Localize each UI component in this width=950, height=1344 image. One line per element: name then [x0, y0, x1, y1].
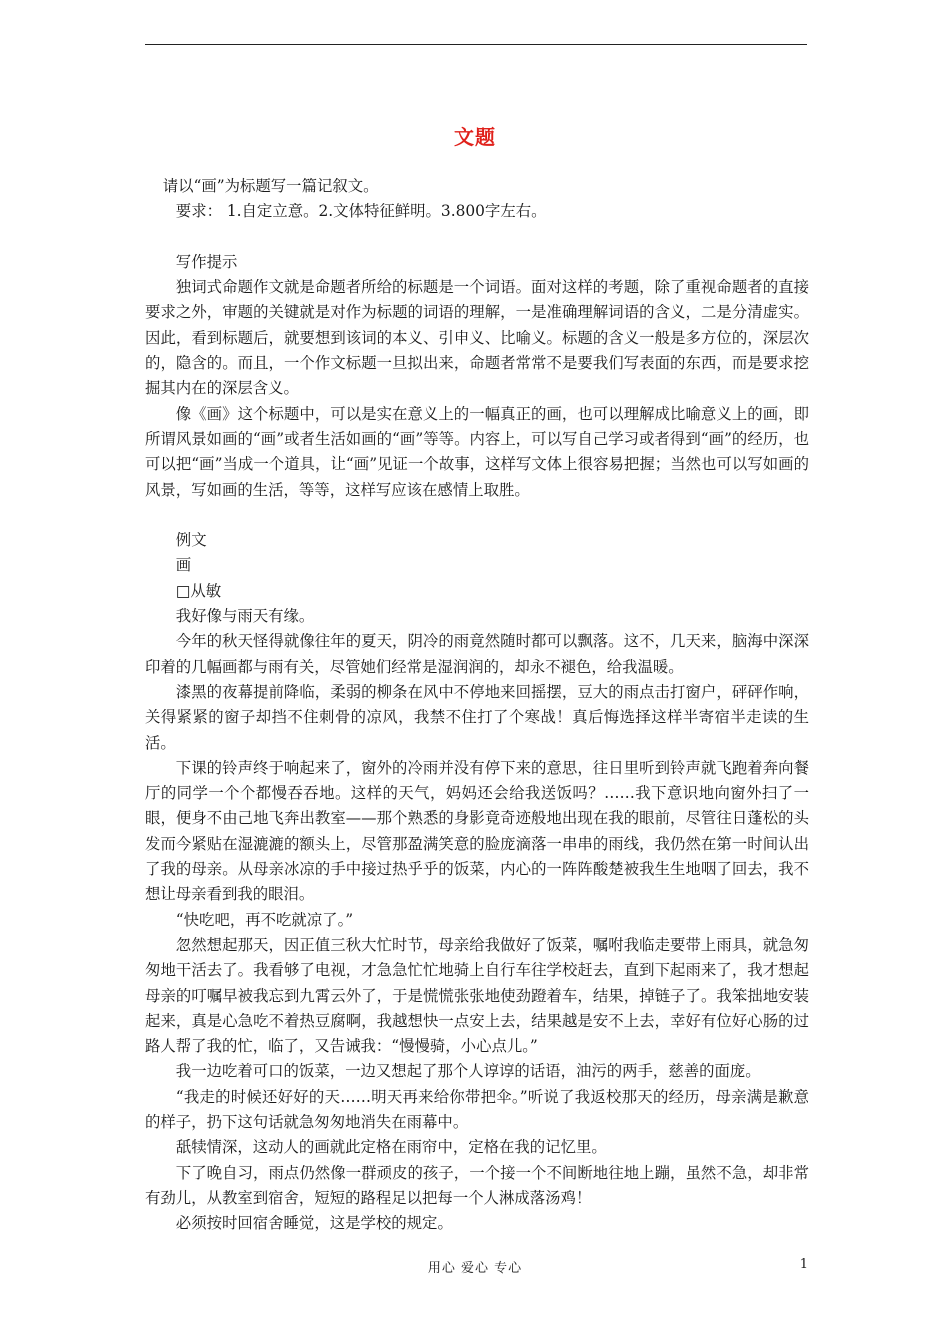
footer-motto: 用心 爱心 专心 [427, 1261, 523, 1276]
section-heading-writing-tips: 写作提示 [175, 252, 238, 271]
essay-paragraph: 漆黑的夜幕提前降临，柔弱的柳条在风中不停地来回摇摆，豆大的雨点击打窗户，砰砰作响，关得紧紧的窗子却挡不住刺骨的凉风，我禁不住打了个寒战！真后悔选择这样半寄宿半走读的生活。 [145, 682, 809, 752]
body-paragraph: 独词式命题作文就是命题者所给的标题是一个词语。面对这样的考题，除了重视命题者的直接要求之外，审题的关键就是对作为标题的词语的理解，一是准确理解词语的含义，二是分清虚实。因此，看到标题后，就要想到该词的本义、引申义、比喻义。标题的含义一般是多方位的，深层次的，隐含的。而且，一个作文标题一旦拟出来，命题者常常不是要我们写表面的东西，而是要求挖掘其内在的深层含义。 [145, 278, 809, 398]
header-rule [145, 44, 807, 45]
page-title: 文题 [454, 125, 496, 149]
requirements-paragraph: 要求： 1.自定立意。2.文体特征鲜明。3.800字左右。 [175, 202, 547, 221]
essay-paragraph: “我走的时候还好好的天……明天再来给你带把伞。”听说了我返校那天的经历，母亲满是歉意的样子，扔下这句话就急匆匆地消失在雨幕中。 [145, 1087, 809, 1131]
essay-paragraph: 今年的秋天怪得就像往年的夏天，阴冷的雨竟然随时都可以飘落。这不，几天来，脑海中深深印着的几幅画都与雨有关，尽管她们经常是湿润润的，却永不褪色，给我温暖。 [145, 632, 809, 676]
prompt-paragraph: 请以“画”为标题写一篇记叙文。 [162, 177, 379, 195]
essay-paragraph: “快吃吧，再不吃就凉了。” [175, 910, 354, 929]
essay-author: □从敏 [175, 581, 222, 600]
essay-paragraph: 必须按时回宿舍睡觉，这是学校的规定。 [175, 1214, 453, 1233]
essay-paragraph: 舐犊情深，这动人的画就此定格在雨帘中，定格在我的记忆里。 [175, 1138, 607, 1157]
section-heading-sample: 例文 [175, 531, 207, 550]
essay-paragraph: 下了晚自习，雨点仍然像一群顽皮的孩子，一个接一个不间断地往地上蹦，虽然不急，却非常有劲儿，从教室到宿舍，短短的路程足以把每一个人淋成落汤鸡！ [145, 1163, 809, 1207]
document-body [145, 174, 809, 1236]
essay-title: 画 [175, 556, 192, 575]
essay-paragraph: 忽然想起那天，因正值三秋大忙时节，母亲给我做好了饭菜，嘱咐我临走要带上雨具，就急匆匆地干活去了。我看够了电视，才急急忙忙地骑上自行车往学校赶去，直到下起雨来了，我才想起母亲的叮嘱早被我忘到九霄云外了，于是慌慌张张地使劲蹬着车，结果，掉链子了。我笨拙地安装起来，真是心急吃不着热豆腐啊，我越想快一点安上去，结果越是安不上去，幸好有位好心肠的过路人帮了我的忙，临了，又告诫我：“慢慢骑，小心点儿。” [145, 935, 809, 1056]
body-paragraph: 像《画》这个标题中，可以是实在意义上的一幅真正的画，也可以理解成比喻意义上的画，即所谓风景如画的“画”或者生活如画的“画”等等。内容上，可以写自己学习或者得到“画”的经历，也可以把“画”当成一个道具，让“画”见证一个故事，这样写文体上很容易把握；当然也可以写如画的风景，写如画的生活，等等，这样写应该在感情上取胜。 [145, 404, 809, 499]
essay-paragraph: 我好像与雨天有缘。 [175, 607, 315, 626]
essay-paragraph: 下课的铃声终于响起来了，窗外的冷雨并没有停下来的意思，往日里听到铃声就飞跑着奔向餐厅的同学一个个都慢吞吞地。这样的天气，妈妈还会给我送饭吗？……我下意识地向窗外扫了一眼，便身不由己地飞奔出教室——那个熟悉的身影竟奇迹般地出现在我的眼前，尽管往日蓬松的头发而今紧贴在湿漉漉的额头上，尽管那盈满笑意的脸庞滴落一串串的雨线，我仍然在第一时间认出了我的母亲。从母亲冰凉的手中接过热乎乎的饭菜，内心的一阵阵酸楚被我生生地咽了回去，我不想让母亲看到我的眼泪。 [145, 758, 809, 904]
essay-paragraph: 我一边吃着可口的饭菜，一边又想起了那个人谆谆的话语，油污的两手，慈善的面庞。 [175, 1062, 761, 1081]
page-number: 1 [799, 1257, 808, 1272]
